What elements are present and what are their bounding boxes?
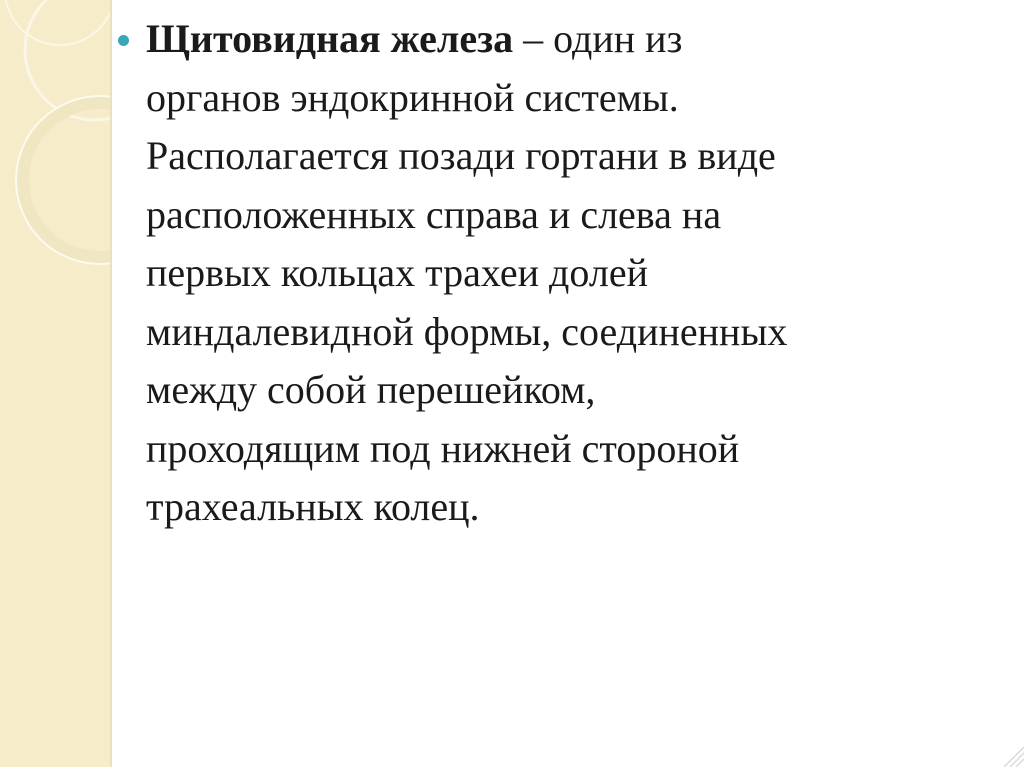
text-line: проходящим под нижней стороной <box>146 425 740 471</box>
text-line: между собой перешейком, <box>146 367 596 412</box>
ring-arcs-decoration <box>0 0 110 767</box>
highlighted-term: Щитовидная железа <box>146 16 514 61</box>
corner-stripes-decoration <box>994 737 1024 767</box>
decorative-side-band <box>0 0 110 767</box>
text-line: миндалевидной формы, соединенных <box>146 308 788 354</box>
text-line: трахеальных колец. <box>146 484 480 529</box>
text-line: Располагается позади гортани в виде <box>146 133 776 178</box>
text-line: первых кольцах трахеи долей <box>146 250 648 295</box>
bullet-dot-icon <box>118 35 129 46</box>
text-line: – один из <box>513 16 683 61</box>
bullet-paragraph <box>118 10 988 537</box>
slide-content <box>118 10 988 537</box>
band-edge-line <box>110 0 112 767</box>
text-line: расположенных справа и слева на <box>146 191 722 237</box>
text-line: органов эндокринной системы. <box>146 74 679 120</box>
